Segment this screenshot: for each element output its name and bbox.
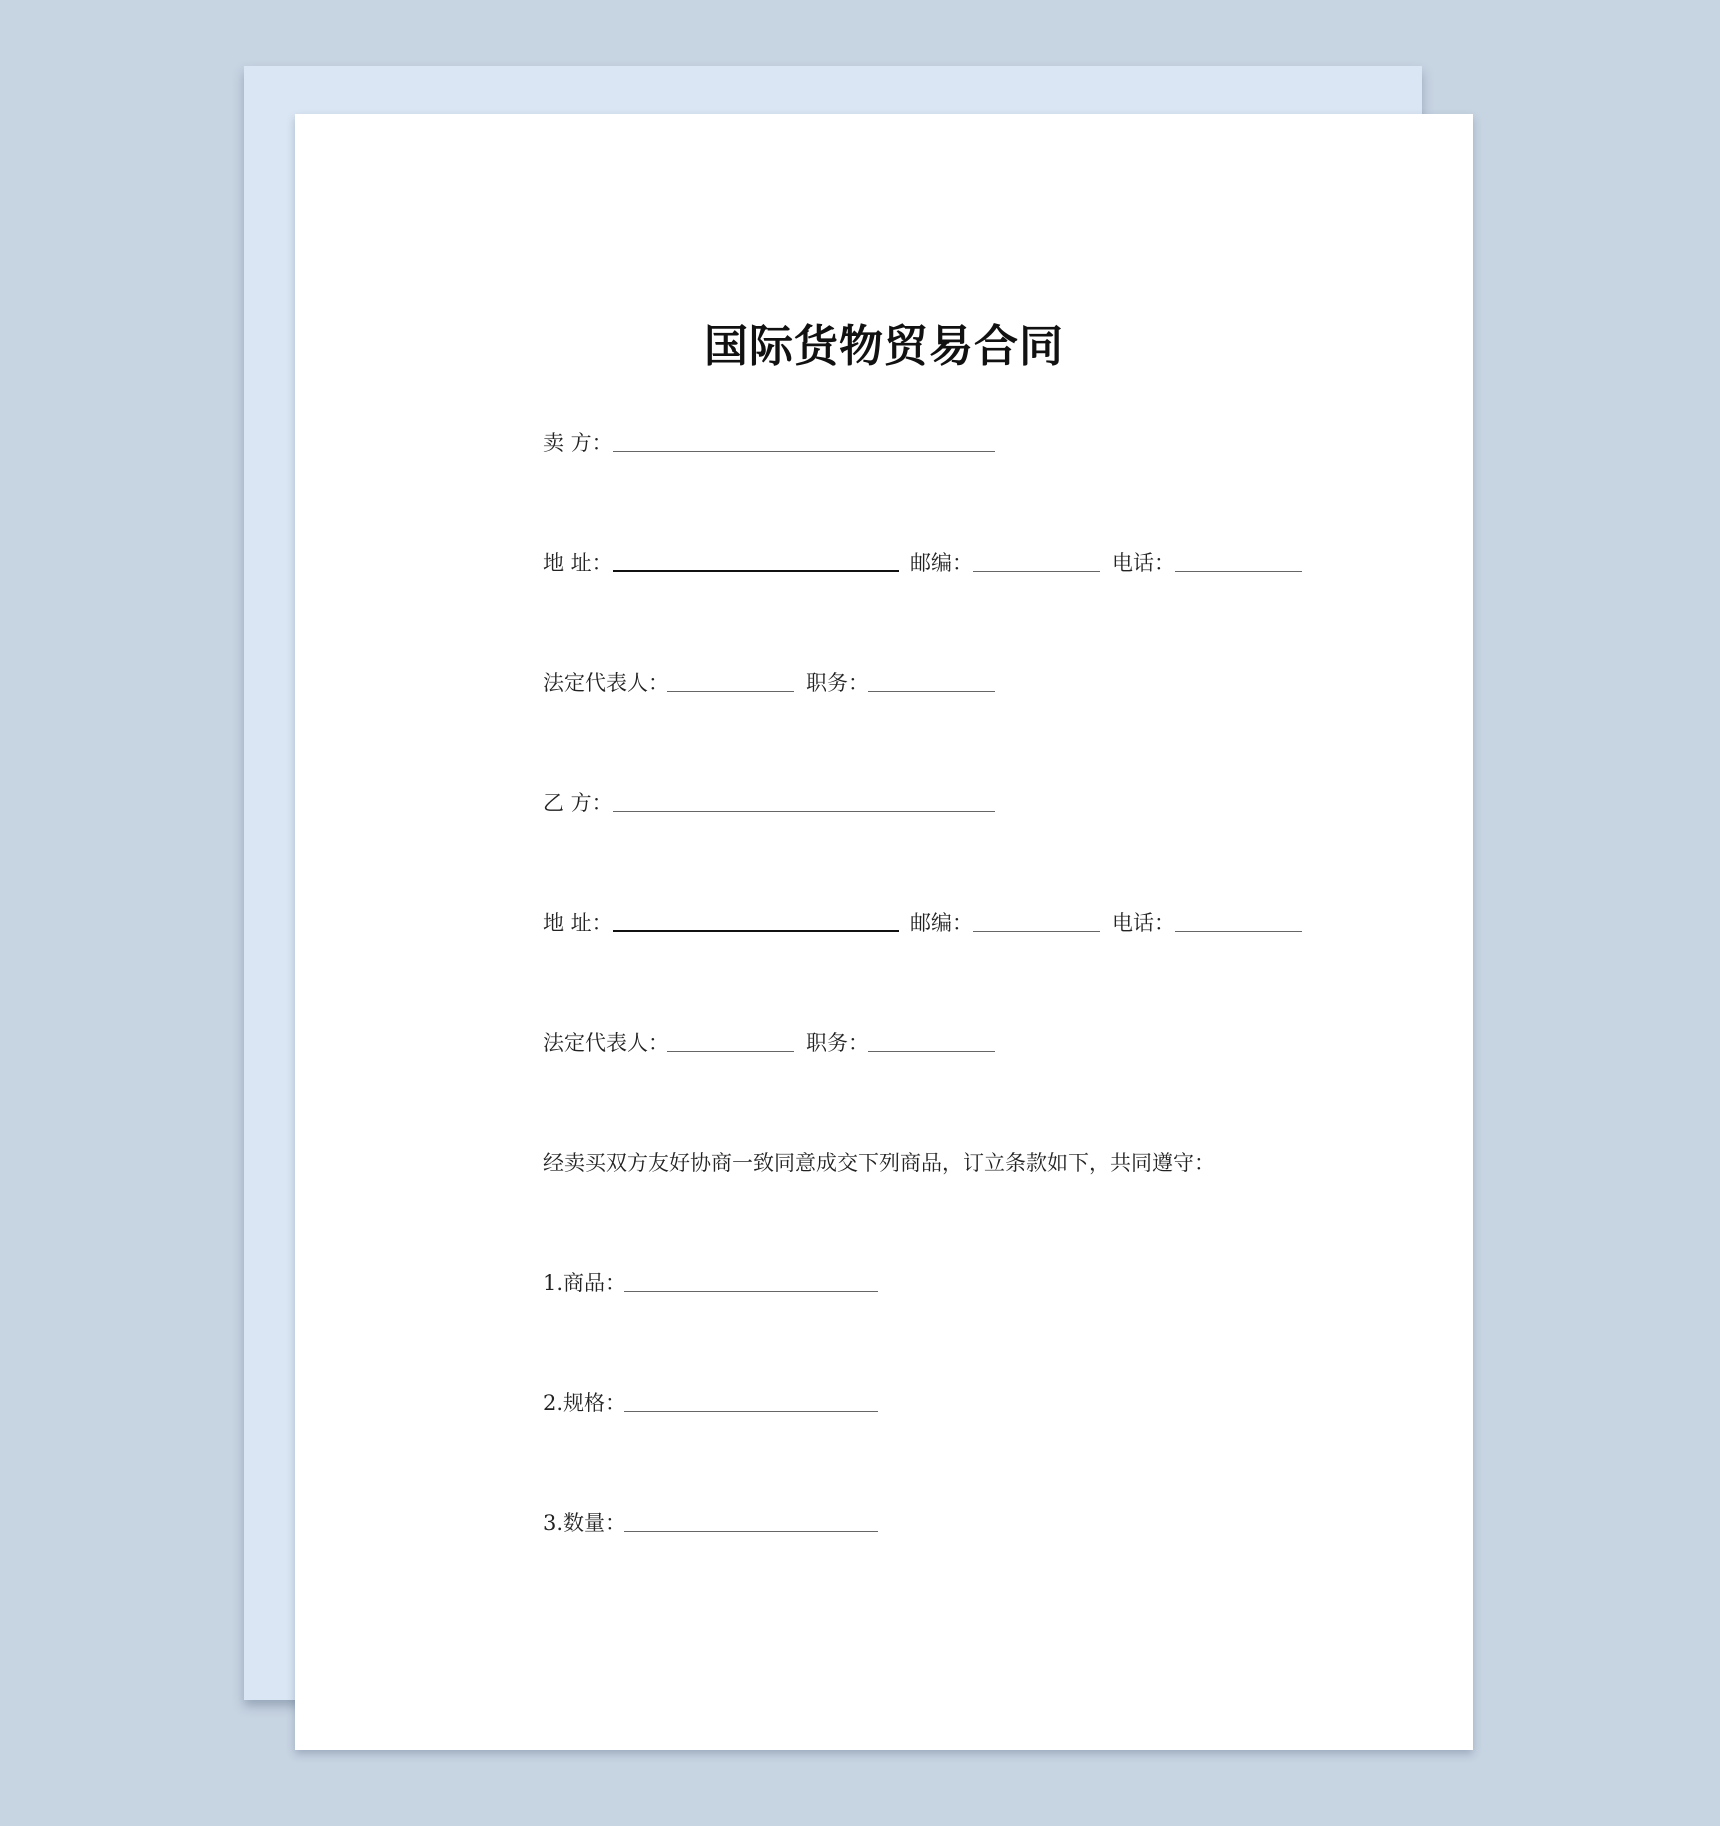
term-label: 2.规格：	[543, 1391, 627, 1415]
buyer-postcode-blank[interactable]	[973, 931, 1100, 932]
term-label: 3.数量：	[543, 1511, 627, 1535]
buyer-label: 乙 方：	[543, 791, 613, 815]
seller-legal-rep-label: 法定代表人：	[543, 671, 669, 695]
seller-blank[interactable]	[613, 451, 995, 452]
seller-phone-blank[interactable]	[1175, 571, 1302, 572]
seller-position-blank[interactable]	[868, 691, 995, 692]
term-blank[interactable]	[624, 1531, 878, 1532]
buyer-address-label: 地 址：	[543, 911, 613, 935]
document-page	[295, 114, 1473, 1750]
buyer-position-label: 职务：	[806, 1031, 869, 1055]
buyer-address-blank[interactable]	[613, 930, 899, 932]
seller-phone-label: 电话：	[1112, 551, 1175, 575]
seller-postcode-label: 邮编：	[910, 551, 973, 575]
seller-address-label: 地 址：	[543, 551, 613, 575]
page-title: 国际货物贸易合同	[704, 321, 1064, 372]
buyer-blank[interactable]	[613, 811, 995, 812]
seller-label: 卖 方：	[543, 431, 613, 455]
buyer-legal-rep-label: 法定代表人：	[543, 1031, 669, 1055]
seller-address-blank[interactable]	[613, 570, 899, 572]
agreement-text: 经卖买双方友好协商一致同意成交下列商品，订立条款如下，共同遵守：	[543, 1151, 1215, 1175]
buyer-legal-rep-blank[interactable]	[667, 1051, 794, 1052]
buyer-postcode-label: 邮编：	[910, 911, 973, 935]
seller-postcode-blank[interactable]	[973, 571, 1100, 572]
buyer-phone-blank[interactable]	[1175, 931, 1302, 932]
buyer-phone-label: 电话：	[1112, 911, 1175, 935]
seller-position-label: 职务：	[806, 671, 869, 695]
term-blank[interactable]	[624, 1411, 878, 1412]
seller-legal-rep-blank[interactable]	[667, 691, 794, 692]
term-blank[interactable]	[624, 1291, 878, 1292]
term-label: 1.商品：	[543, 1271, 627, 1295]
buyer-position-blank[interactable]	[868, 1051, 995, 1052]
